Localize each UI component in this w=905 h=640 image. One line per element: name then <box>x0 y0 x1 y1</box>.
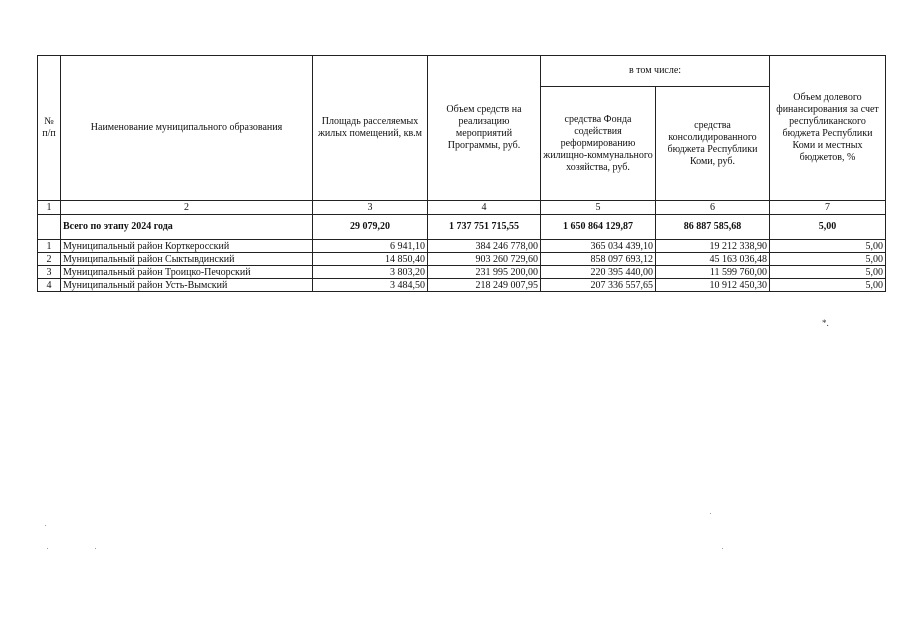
header-share: Объем долевого финансирования за счет республиканского бюджета Республики Коми и местных бюджетов, % <box>770 56 886 201</box>
column-number: 7 <box>770 201 886 215</box>
header-area: Площадь расселяемых жилых помещений, кв.м <box>313 56 428 201</box>
row-area: 3 803,20 <box>313 266 428 279</box>
total-funds: 1 737 751 715,55 <box>428 215 541 240</box>
total-share: 5,00 <box>770 215 886 240</box>
row-name: Муниципальный район Усть-Вымский <box>61 279 313 292</box>
column-number-row <box>38 201 886 215</box>
total-num-cell <box>38 215 61 240</box>
row-fund-means: 858 097 693,12 <box>541 253 656 266</box>
row-share: 5,00 <box>770 240 886 253</box>
row-name: Муниципальный район Корткеросский <box>61 240 313 253</box>
row-budget-means: 11 599 760,00 <box>656 266 770 279</box>
row-share: 5,00 <box>770 253 886 266</box>
header-row-1 <box>38 56 886 87</box>
row-share: 5,00 <box>770 266 886 279</box>
row-total-funds: 218 249 007,95 <box>428 279 541 292</box>
row-area: 3 484,50 <box>313 279 428 292</box>
total-budget-means: 86 887 585,68 <box>656 215 770 240</box>
table-row <box>38 266 886 279</box>
table-row <box>38 279 886 292</box>
total-fund-means: 1 650 864 129,87 <box>541 215 656 240</box>
row-name: Муниципальный район Сыктывдинский <box>61 253 313 266</box>
column-number: 4 <box>428 201 541 215</box>
total-label: Всего по этапу 2024 года <box>61 215 313 240</box>
scan-speck <box>722 548 723 549</box>
row-budget-means: 19 212 338,90 <box>656 240 770 253</box>
row-total-funds: 903 260 729,60 <box>428 253 541 266</box>
row-total-funds: 231 995 200,00 <box>428 266 541 279</box>
row-num: 4 <box>38 279 61 292</box>
header-budget-means: средства консолидированного бюджета Республики Коми, руб. <box>656 87 770 201</box>
row-num: 2 <box>38 253 61 266</box>
financing-table <box>37 55 886 292</box>
row-budget-means: 45 163 036,48 <box>656 253 770 266</box>
row-fund-means: 365 034 439,10 <box>541 240 656 253</box>
total-area: 29 079,20 <box>313 215 428 240</box>
row-share: 5,00 <box>770 279 886 292</box>
row-fund-means: 220 395 440,00 <box>541 266 656 279</box>
footnote-mark: *. <box>822 318 829 328</box>
header-including: в том числе: <box>541 56 770 87</box>
column-number: 1 <box>38 201 61 215</box>
scan-speck <box>95 548 96 549</box>
header-num: № п/п <box>38 56 61 201</box>
table-row <box>38 253 886 266</box>
table-row <box>38 240 886 253</box>
header-total-funds: Объем средств на реализацию мероприятий Программы, руб. <box>428 56 541 201</box>
column-number: 3 <box>313 201 428 215</box>
row-total-funds: 384 246 778,00 <box>428 240 541 253</box>
row-num: 1 <box>38 240 61 253</box>
header-name: Наименование муниципального образования <box>61 56 313 201</box>
column-number: 6 <box>656 201 770 215</box>
row-budget-means: 10 912 450,30 <box>656 279 770 292</box>
row-fund-means: 207 336 557,65 <box>541 279 656 292</box>
row-area: 14 850,40 <box>313 253 428 266</box>
row-num: 3 <box>38 266 61 279</box>
scan-speck <box>47 548 48 549</box>
column-number: 2 <box>61 201 313 215</box>
header-fund-means: средства Фонда содействия реформированию жилищно-коммунального хозяйства, руб. <box>541 87 656 201</box>
row-area: 6 941,10 <box>313 240 428 253</box>
total-row <box>38 215 886 240</box>
scan-speck <box>45 525 46 526</box>
scan-speck <box>710 513 711 514</box>
row-name: Муниципальный район Троицко-Печорский <box>61 266 313 279</box>
column-number: 5 <box>541 201 656 215</box>
